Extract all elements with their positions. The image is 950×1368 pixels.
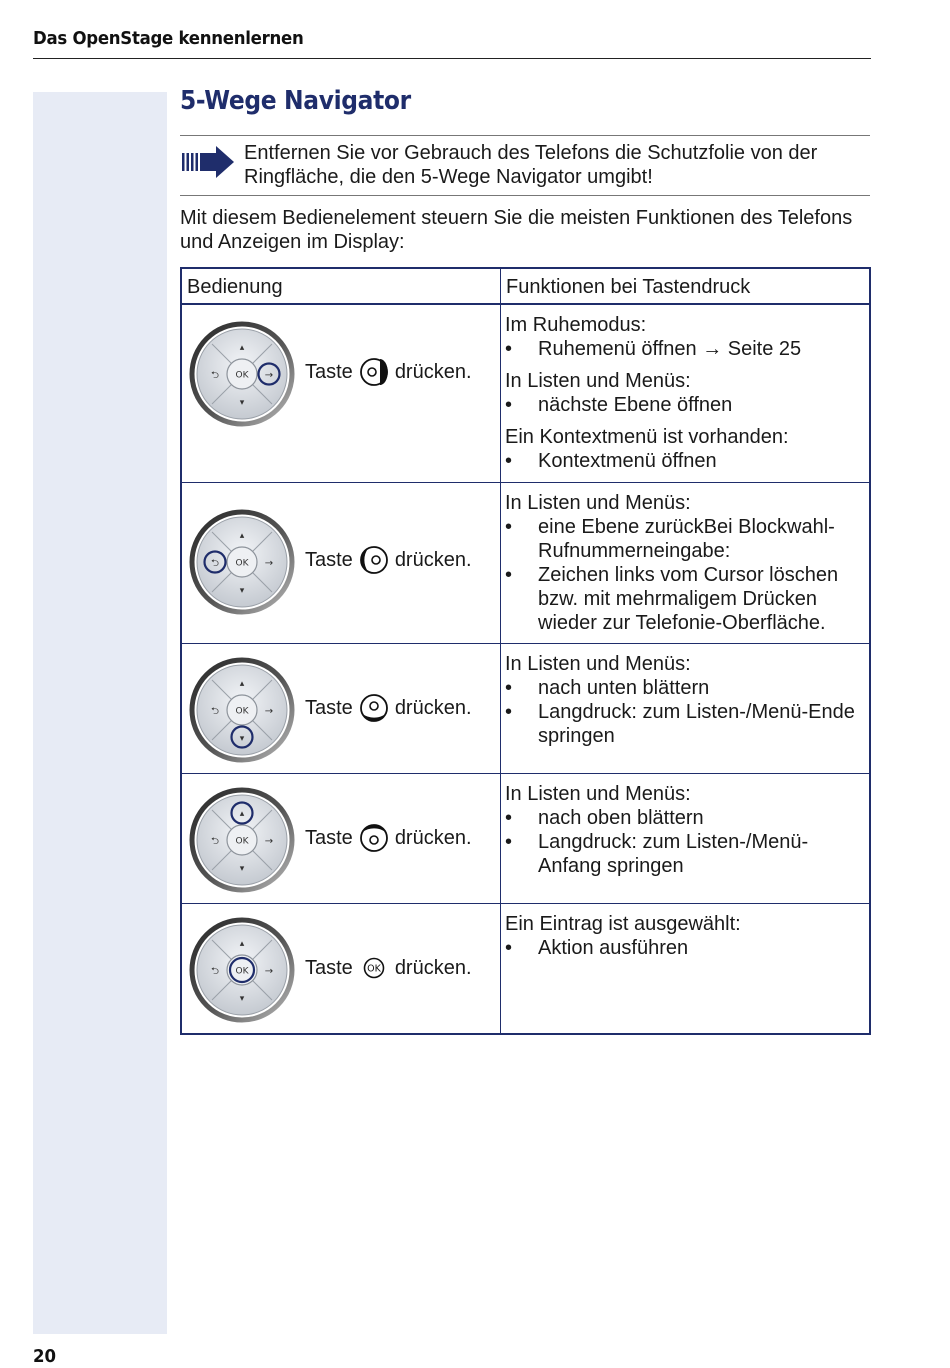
function-cell [501,644,871,774]
side-band [33,92,167,1334]
function-group-heading: Ein Eintrag ist ausgewählt: [505,913,741,935]
function-bullet [505,806,865,830]
bullet-text: Zeichen links vom Cursor löschen bzw. mit mehrmaligem Drücken wieder zur Telefonie-Oberfläche. [538,564,839,634]
druecken-label: drücken. [394,697,472,719]
svg-text:OK: OK [235,966,249,977]
taste-label: Taste [305,549,353,571]
function-cell [501,304,871,483]
function-group-heading: In Listen und Menüs: [505,783,691,805]
operation-cell [181,304,501,483]
key-instruction [305,693,472,723]
svg-text:→: → [264,706,274,717]
section-title: 5-Wege Navigator [180,86,411,116]
note-text: Entfernen Sie vor Gebrauch des Telefons die Schutzfolie von der Ringfläche, die den 5-Wege Navigator umgibt! [244,142,818,188]
svg-text:▾: ▾ [239,864,245,874]
bullet-dot: • [505,450,513,472]
svg-text:→: → [264,966,274,977]
druecken-label: drücken. [394,827,472,849]
table-row [181,904,870,1035]
function-bullet [505,515,865,563]
key-down-icon [359,693,389,723]
function-bullet [505,936,865,960]
function-bullet [505,700,865,748]
svg-text:▴: ▴ [239,343,245,353]
arrow-note-icon [180,145,236,179]
key-instruction [305,545,472,575]
header-funktionen: Funktionen bei Tastendruck [501,268,871,304]
bullet-dot: • [505,394,513,416]
function-group [505,652,865,748]
bullet-text: nach oben blättern [538,807,704,829]
table-row [181,304,870,483]
navigator-right-illustration [188,319,296,427]
svg-text:⮌: ⮌ [210,370,220,381]
operation-cell [181,483,501,644]
function-group-heading: In Listen und Menüs: [505,492,691,514]
bullet-dot: • [505,831,513,853]
svg-text:▾: ▾ [239,398,245,408]
navigator-left-illustration [188,507,296,615]
svg-text:OK: OK [366,963,381,975]
svg-text:▾: ▾ [239,994,245,1004]
taste-label: Taste [305,827,353,849]
druecken-label: drücken. [394,361,472,383]
operation-cell [181,904,501,1035]
bullet-text: Aktion ausführen [538,937,689,959]
svg-text:→: → [264,836,274,847]
function-group [505,782,865,878]
svg-text:→: → [264,370,274,381]
bullet-dot: • [505,937,513,959]
table-row [181,483,870,644]
function-group-heading: In Listen und Menüs: [505,653,691,675]
bullet-dot: • [505,701,513,723]
bullet-dot: • [505,677,513,699]
operation-cell [181,644,501,774]
svg-text:▴: ▴ [239,809,245,819]
bullet-dot: • [505,338,513,360]
svg-text:OK: OK [235,558,249,569]
key-up-icon [359,823,389,853]
bullet-text: Langdruck: zum Listen-/Menü-Ende springen [538,701,855,747]
intro-text: Mit diesem Bedienelement steuern Sie die meisten Funktionen des Telefons und Anzeigen im Display: [180,207,853,253]
header-title: Das OpenStage kennenlernen [33,28,304,49]
svg-text:▾: ▾ [239,586,245,596]
function-bullet [505,563,865,635]
svg-text:▴: ▴ [239,679,245,689]
bullet-text: Langdruck: zum Listen-/Menü-Anfang springen [538,831,809,877]
key-instruction [305,357,472,387]
svg-text:⮌: ⮌ [210,836,220,847]
bullet-text: Ruhemenü öffnen → Seite 25 [538,338,802,360]
function-bullet [505,393,865,417]
key-ok-icon [359,953,389,983]
druecken-label: drücken. [394,549,472,571]
function-cell [501,483,871,644]
taste-label: Taste [305,957,353,979]
svg-text:⮌: ⮌ [210,706,220,717]
svg-text:▴: ▴ [239,939,245,949]
svg-text:→: → [264,558,274,569]
function-group [505,491,865,635]
header-bedienung: Bedienung [181,268,501,304]
svg-text:⮌: ⮌ [210,558,220,569]
navigator-ok-illustration [188,915,296,1023]
operation-cell [181,774,501,904]
key-right-icon [359,357,389,387]
table-header-row [181,268,870,304]
function-bullet [505,830,865,878]
svg-text:⮌: ⮌ [210,966,220,977]
function-group [505,912,865,960]
navigator-table [180,267,871,1035]
function-bullet [505,449,865,473]
svg-text:▾: ▾ [239,734,245,744]
navigator-down-illustration [188,655,296,763]
function-bullet [505,337,865,361]
svg-text:▴: ▴ [239,531,245,541]
function-bullet [505,676,865,700]
bullet-text: eine Ebene zurückBei Blockwahl-Rufnummerneingabe: [538,516,835,562]
page-number: 20 [33,1346,57,1367]
bullet-text: nächste Ebene öffnen [538,394,733,416]
svg-text:OK: OK [235,836,249,847]
navigator-up-illustration [188,785,296,893]
note-box [180,135,870,196]
function-cell [501,904,871,1035]
bullet-text: Kontextmenü öffnen [538,450,717,472]
key-instruction [305,953,472,983]
function-group-heading: Ein Kontextmenü ist vorhanden: [505,426,789,448]
taste-label: Taste [305,697,353,719]
druecken-label: drücken. [394,957,472,979]
header-rule [33,58,871,59]
key-instruction [305,823,472,853]
bullet-dot: • [505,807,513,829]
bullet-dot: • [505,564,513,586]
table-row [181,774,870,904]
key-left-icon [359,545,389,575]
function-group-heading: In Listen und Menüs: [505,370,691,392]
svg-text:OK: OK [235,370,249,381]
svg-text:OK: OK [235,706,249,717]
function-group [505,425,865,473]
function-group [505,369,865,417]
table-row [181,644,870,774]
taste-label: Taste [305,361,353,383]
function-group-heading: Im Ruhemodus: [505,314,647,336]
bullet-dot: • [505,516,513,538]
function-group [505,313,865,361]
bullet-text: nach unten blättern [538,677,710,699]
function-cell [501,774,871,904]
